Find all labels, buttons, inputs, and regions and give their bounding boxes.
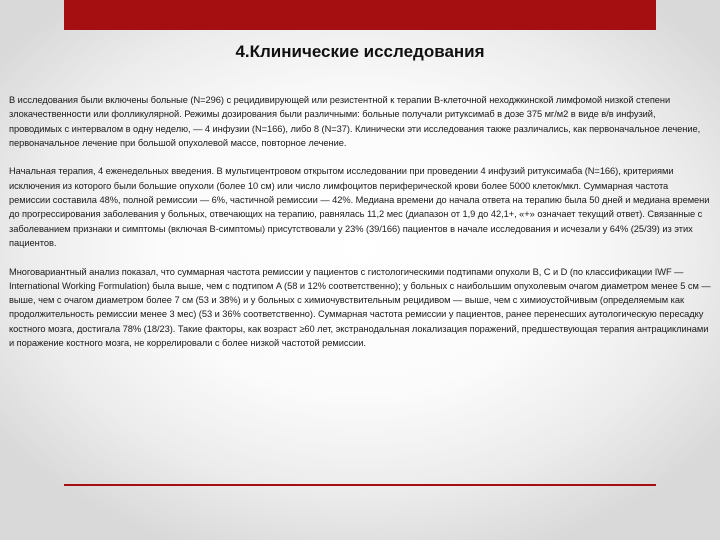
top-accent-bar bbox=[64, 0, 656, 30]
paragraph-initial-therapy: Начальная терапия, 4 еженедельных введения. В мультицентровом открытом исследовании при проведении 4 инфузий ритуксимаба (N=166), критериями исключения из которого были большие опухоли (более 10 см) или число лимфоцитов периферической крови более 5000 клеток/мкл. Суммарная частота ремиссии составила 48%, полной ремиссии — 6%, частичной ремиссии — 42%. Медиана времени до начала ответа на терапию была 50 дней и медиана времени до прогрессирования заболевания у больных, отвечающих на терапию, равнялась 11,2 мес (диапазон от 1,9 до 42,1+, «+» означает текущий ответ). Связанные с заболеванием признаки и симптомы (включая В-симптомы) присутствовали у 23% (39/166) пациентов в начале исследования и исчезали у 64% (25/39) из этих пациентов. bbox=[9, 166, 710, 248]
bottom-accent-line bbox=[64, 484, 656, 486]
slide-body bbox=[9, 93, 711, 350]
paragraph-study-overview: В исследования были включены больные (N=296) с рецидивирующей или резистентной к терапии В-клеточной неходжкинской лимфомой низкой степени злокачественности или фолликулярной. Режимы дозирования были различными: больные получали ритуксимаб в дозе 375 мг/м2 в виде в/в инфузий, проводимых с интервалом в одну неделю, — 4 инфузии (N=166), либо 8 (N=37). Клинически эти исследования также различались, как первоначальное лечение, первоначальное лечение при большой опухолевой массе, повторное лечение. bbox=[9, 95, 701, 148]
slide-title: 4.Клинические исследования bbox=[235, 42, 485, 61]
paragraph-multivariate-analysis: Многовариантный анализ показал, что суммарная частота ремиссии у пациентов с гистологическими подтипами опухоли B, C и D (по классификации IWF — International Working Formulation) была выше, чем с подтипом A (58 и 12% соответственно); у больных с наибольшим опухолевым очагом диаметром менее 5 см — выше, чем с очагом диаметром более 7 см (53 и 38%) и у больных с химиочувствительным рецидивом — выше, чем с химиоустойчивым (определяемым как продолжительность ремиссии менее 3 мес) (53 и 36% соответственно). Суммарная частота ремиссии у пациентов, ранее перенесших аутологическую пересадку костного мозга, достигала 78% (18/23). Такие факторы, как возраст ≥60 лет, экстранодальная локализация поражений, предшествующая терапия антрациклинами и поражение костного мозга, не коррелировали с более низкой частотой ремиссии. bbox=[9, 266, 711, 349]
